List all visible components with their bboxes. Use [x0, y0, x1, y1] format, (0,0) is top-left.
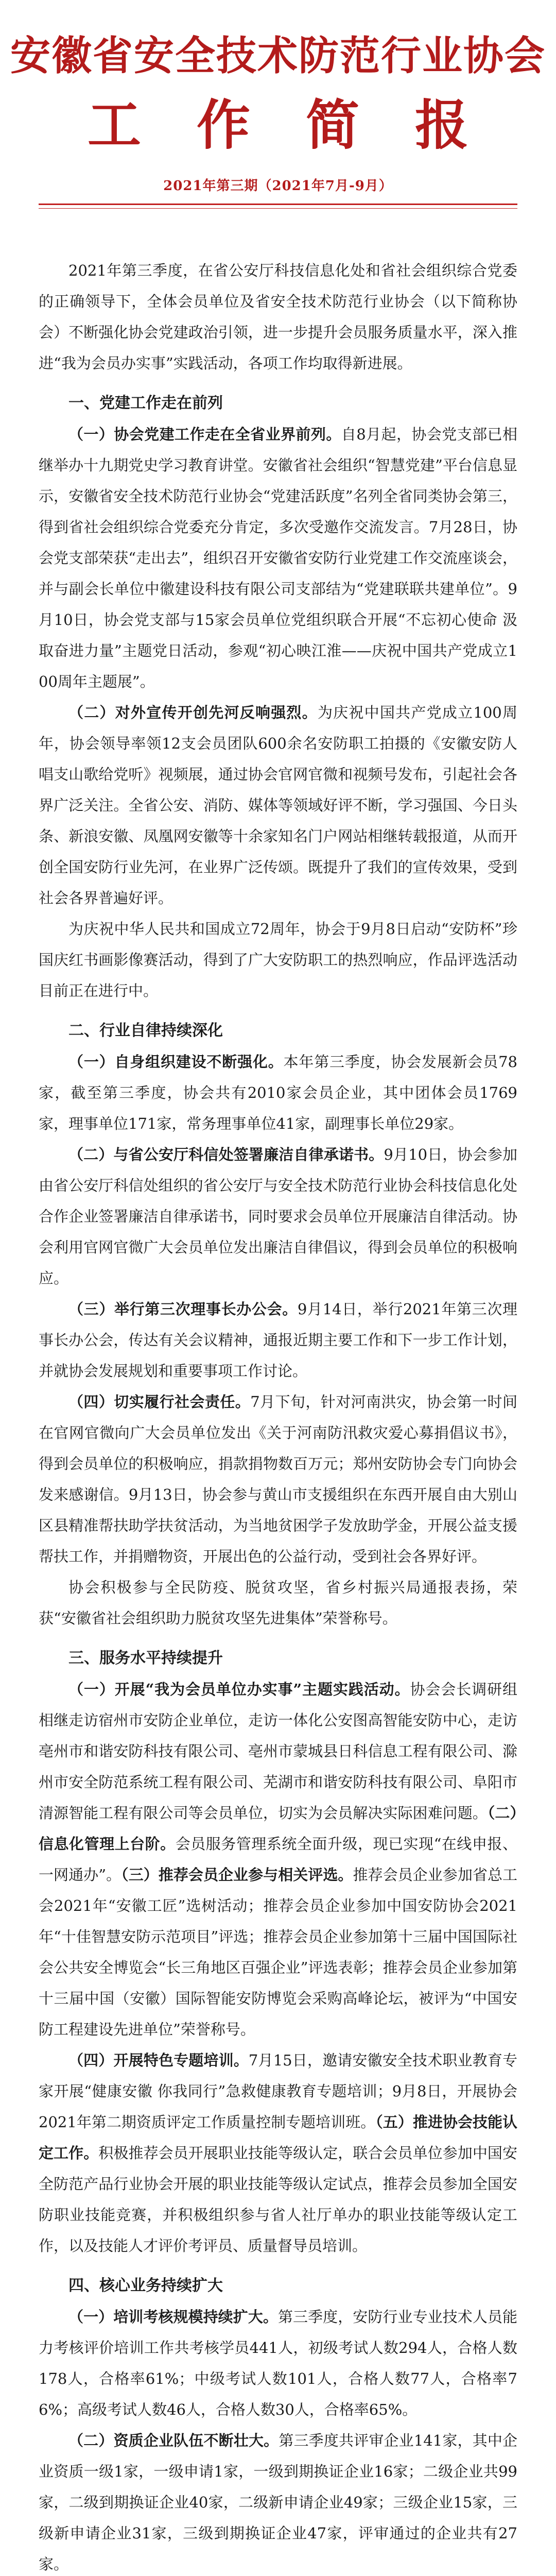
paragraph: 为庆祝中华人民共和国成立72周年，协会于9月8日启动“安防杯”珍国庆红书画影像赛活动，得到了广大安防职工的热烈响应，作品评选活动目前正在进行中。 [39, 920, 517, 999]
paragraph-text: 第三季度共评审企业141家，其中企业资质一级1家，一级申请1家，一级到期换证企业16家；二级企业共99家，二级到期换证企业40家，二级新申请企业49家；三级企业15家，三级新申请企业31家，三级到期换证企业47家，评审通过的企业共有27家。 [39, 2431, 517, 2573]
paragraph-heading: （四）切实履行社会责任。 [68, 1393, 251, 1411]
paragraph [39, 1046, 517, 1139]
paragraph-text: 9月14日，举行2021年第三次理事长办公会，传达有关会议精神，通报近期主要工作和下一步工作计划，并就协会发展规划和重要事项工作讨论。 [39, 1300, 517, 1380]
paragraph-heading: （一）开展“我为会员单位办实事”主题实践活动。 [68, 1680, 410, 1698]
paragraph-heading: （二）与省公安厅科信处签署廉洁自律承诺书。 [68, 1145, 384, 1163]
paragraph-text: 7月下旬，针对河南洪灾，协会第一时间在官网官微向广大会员单位发出《关于河南防汛救灾爱心募捐倡议书》，得到会员单位的积极响应，捐款捐物数百万元；郑州安防协会专门向协会发来感谢信。9月13日，协会参与黄山市支援组织在东西开展自由大别山区县精准帮扶助学扶贫活动，为当地贫困学子发放助学金，开展公益支援帮扶工作，并捐赠物资，开展出色的公益行动，受到社会各界好评。 [39, 1393, 517, 1565]
header-divider-thin [39, 208, 517, 209]
paragraph-text: 协会会长调研组相继走访宿州市安防企业单位，走访一体化公安图高智能安防中心，走访亳州市和谐安防科技有限公司、亳州市蒙城县日科信息工程有限公司、滁州市安全防范系统工程有限公司、芜湖市和谐安防科技有限公司、阜阳市清源智能工程有限公司等会员单位，切实为会员解决实际困难问题。 [39, 1680, 517, 1822]
section-heading-self-discipline: 二、行业自律持续深化 [68, 1021, 223, 1040]
paragraph [39, 2045, 517, 2261]
section-heading-party: 一、党建工作走在前列 [68, 394, 223, 412]
paragraph-heading: （一）自身组织建设不断强化。 [68, 1053, 284, 1071]
header-divider [39, 204, 517, 205]
section-heading-service: 三、服务水平持续提升 [68, 1649, 223, 1667]
paragraph-text: 9月10日，协会参加由省公安厅科信处组织的省公安厅与安全技术防范行业协会科技信息化处合作企业签署廉洁自律承诺书，同时要求会员单位开展廉洁自律活动。协会利用官网官微广大会员单位发出廉洁自律倡议，得到会员单位的积极响应。 [39, 1145, 517, 1287]
bulletin-header [0, 0, 556, 209]
paragraph [39, 419, 517, 697]
paragraph-heading: （三）推荐会员企业参与相关评选。 [121, 1866, 353, 1884]
paragraph-text: 为庆祝中国共产党成立100周年，协会领导率领12支会员团队600余名安防职工拍摄的《安徽安防人唱支山歌给党听》视频展，通过协会官网官微和视频号发布，引起社会各界广泛关注。全省公安、消防、媒体等领域好评不断，学习强国、今日头条、新浪安徽、凤凰网安徽等十余家知名门户网站相继转载报道，从而开创全国安防行业先河，在业界广泛传颂。既提升了我们的宣传效果，受到社会各界普遍好评。 [39, 703, 517, 907]
paragraph: 协会积极参与全民防疫、脱贫攻坚，省乡村振兴局通报表扬，荣获“安徽省社会组织助力脱贫攻坚先进集体”荣誉称号。 [39, 1578, 517, 1627]
paragraph-heading: （三）举行第三次理事长办公会。 [68, 1300, 298, 1318]
paragraph-text: 推荐会员企业参加省总工会2021年“安徽工匠”选树活动；推荐会员企业参加中国安防协会2021年“十佳智慧安防示范项目”评选；推荐会员企业参加第十三届中国国际社会公共安全博览会“长三角地区百强企业”评选表彰；推荐会员企业参加第十三届中国（安徽）国际智能安防博览会采购高峰论坛，被评为“中国安防工程建设先进单位”荣誉称号。 [39, 1866, 517, 2038]
paragraph-heading: （二）信息化管理上台阶。 [39, 1804, 517, 1853]
paragraph-text: 本年第三季度，协会发展新会员78家，截至第三季度，协会共有2010家会员企业，其中团体会员1769家，理事单位171家，常务理事单位41家，副理事长单位29家。 [39, 1053, 517, 1132]
paragraph-heading: （二）资质企业队伍不断壮大。 [68, 2431, 279, 2449]
paragraph-heading: （二）对外宣传开创先河反响强烈。 [68, 703, 318, 721]
org-title: 安徽省安全技术防范行业协会 [10, 33, 546, 78]
paragraph [39, 697, 517, 913]
paragraph [39, 2301, 517, 2425]
paragraph-text: 会员服务管理系统全面升级，现已实现“在线申报、一网通办”。 [39, 1835, 517, 1884]
paragraph-heading: （一）协会党建工作走在全省业界前列。 [68, 425, 341, 443]
paragraph [39, 1674, 517, 2045]
paragraph [39, 1139, 517, 1294]
paragraph-heading: （一）培训考核规模持续扩大。 [68, 2308, 278, 2326]
bulletin-title: 工作简报 [87, 93, 524, 157]
paragraph [39, 1294, 517, 1386]
intro-paragraph: 2021年第三季度，在省公安厅科技信息化处和省社会组织综合党委的正确领导下，全体会员单位及省安全技术防范行业协会（以下简称协会）不断强化协会党建政治引领，进一步提升会员服务质量水平，深入推进“我为会员办实事”实践活动，各项工作均取得新进展。 [39, 261, 517, 372]
paragraph [39, 1386, 517, 1572]
section-heading-core-business: 四、核心业务持续扩大 [68, 2276, 223, 2295]
paragraph-heading: （四）开展特色专题培训。 [68, 2051, 249, 2069]
paragraph-text: 7月15日，邀请安徽安全技术职业教育专家开展“健康安徽 你我同行”急救健康教育专题培训；9月8日，开展协会2021年第二期资质评定工作质量控制专题培训班。 [39, 2051, 517, 2131]
paragraph [39, 2425, 517, 2576]
bulletin-body [0, 209, 556, 2576]
paragraph-heading: （五）推进协会技能认定工作。 [39, 2113, 517, 2162]
paragraph-text: 第三季度，安防行业专业技术人员能力考核评价培训工作共考核学员441人，初级考试人数294人，合格人数178人，合格率61%；中级考试人数101人，合格人数77人，合格率76%；高级考试人数46人，合格人数30人，合格率65%。 [39, 2308, 517, 2418]
paragraph-text: 自8月起，协会党支部已相继举办十九期党史学习教育讲堂。安徽省社会组织“智慧党建”平台信息显示，安徽省安全技术防范行业协会“党建活跃度”名列全省同类协会第三，得到省社会组织综合党委充分肯定，多次受邀作交流发言。7月28日，协会党支部荣获“走出去”，组织召开安徽省安防行业党建工作交流座谈会，并与副会长单位中徽建设科技有限公司支部结为“党建联联共建单位”。9月10日，协会党支部与15家会员单位党组织联合开展“不忘初心使命 汲取奋进力量”主题党日活动，参观“初心映江淮——庆祝中国共产党成立100周年主题展”。 [39, 425, 517, 690]
paragraph-text: 积极推荐会员开展职业技能等级认定，联合会员单位参加中国安全防范产品行业协会开展的职业技能等级认定试点，推荐会员参加全国安防职业技能竞赛，并积极组织参与省人社厅单办的职业技能等级认定工作，以及技能人才评价考评员、质量督导员培训。 [39, 2144, 517, 2255]
issue-line: 2021年第三期（2021年7月-9月） [163, 178, 393, 194]
